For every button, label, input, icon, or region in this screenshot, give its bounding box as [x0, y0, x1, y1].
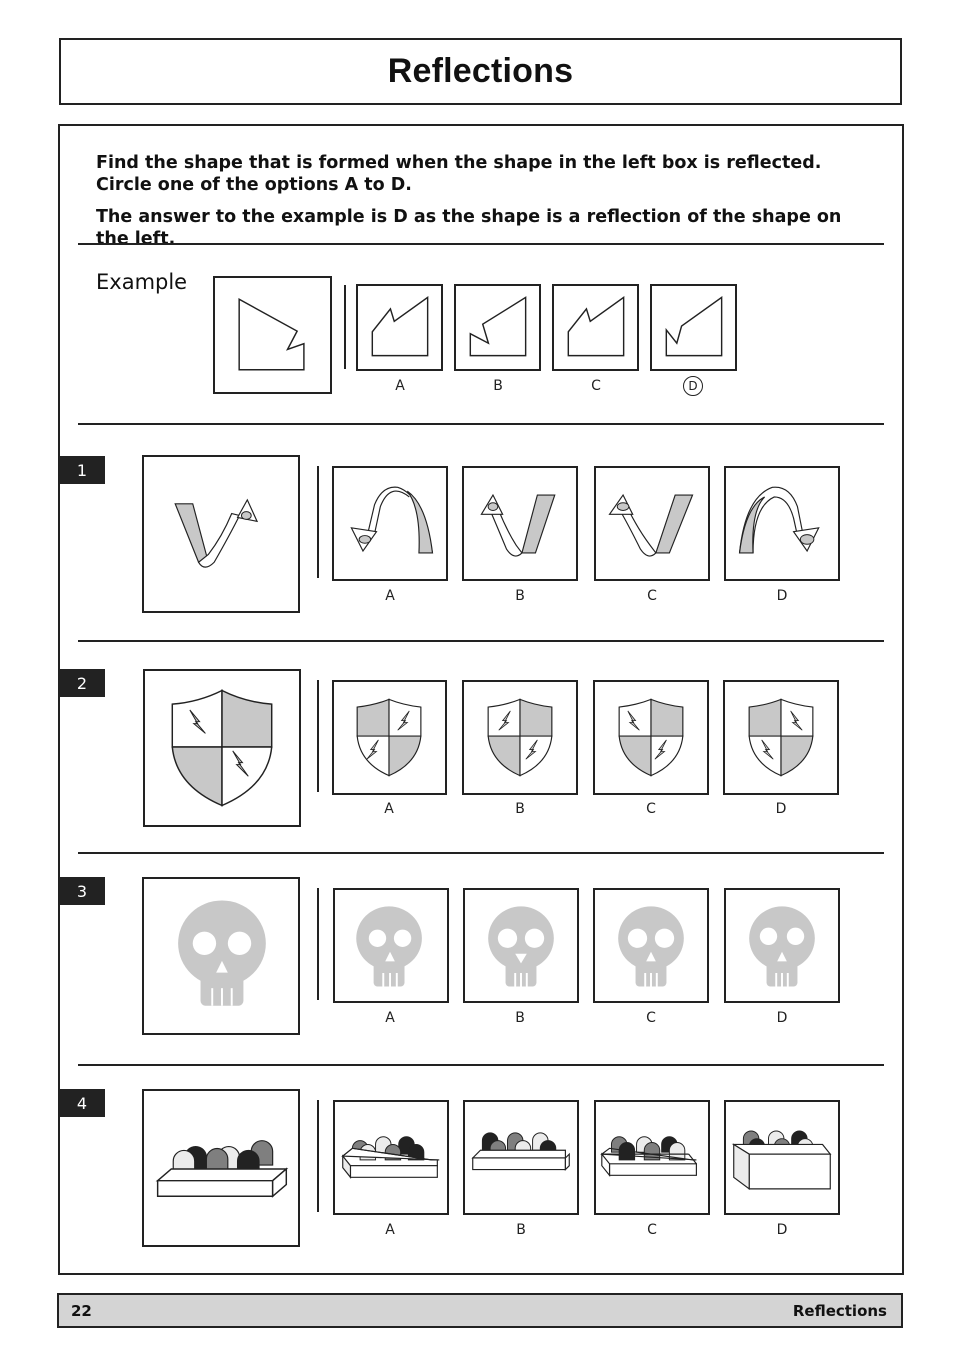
q3-option-c[interactable]: [593, 888, 709, 1003]
q2-label-b: B: [515, 801, 525, 817]
q4-option-d[interactable]: [724, 1100, 840, 1215]
q3-option-b[interactable]: [463, 888, 579, 1003]
separator-line: [317, 680, 319, 792]
q2-option-c[interactable]: [593, 680, 709, 795]
example-option-d[interactable]: [650, 284, 737, 371]
q2-option-d[interactable]: [723, 680, 839, 795]
instruction-text: Find the shape that is formed when the shape in the left box is reflected. Circle one of the options A to D.: [96, 153, 822, 195]
q3-label-b: B: [515, 1010, 525, 1026]
q2-question-shape: [143, 669, 301, 827]
example-option-a[interactable]: [356, 284, 443, 371]
separator-line: [317, 888, 319, 1000]
q3-question-shape: [142, 877, 300, 1035]
page-title: Reflections: [387, 52, 574, 90]
q3-label-c: C: [646, 1010, 656, 1026]
q4-question-shape: [142, 1089, 300, 1247]
example-option-c[interactable]: [552, 284, 639, 371]
q4-label-d: D: [776, 1222, 788, 1238]
page-number: 22: [71, 1302, 92, 1320]
q1-question-shape: [142, 455, 300, 613]
q2-label-d: D: [775, 801, 787, 817]
divider: [78, 243, 884, 245]
separator-line: [344, 285, 346, 369]
q4-label-b: B: [516, 1222, 526, 1238]
separator-line: [317, 466, 319, 578]
divider: [78, 423, 884, 425]
q2-option-a[interactable]: [332, 680, 447, 795]
q1-option-a[interactable]: [332, 466, 448, 581]
divider: [78, 852, 884, 854]
q1-label-a: A: [385, 588, 395, 604]
q4-option-b[interactable]: [463, 1100, 579, 1215]
example-question-shape: [213, 276, 332, 394]
q2-option-b[interactable]: [462, 680, 578, 795]
divider: [78, 640, 884, 642]
q2-label-a: A: [384, 801, 394, 817]
question-number-4: 4: [59, 1089, 105, 1117]
example-label-b: B: [493, 378, 503, 394]
q3-label-a: A: [385, 1010, 395, 1026]
example-option-b[interactable]: [454, 284, 541, 371]
q1-option-d[interactable]: [724, 466, 840, 581]
q1-label-d: D: [776, 588, 788, 604]
q4-label-a: A: [385, 1222, 395, 1238]
divider: [78, 1064, 884, 1066]
q4-option-a[interactable]: [333, 1100, 449, 1215]
example-answer-circle: [673, 376, 713, 396]
question-number-3: 3: [59, 877, 105, 905]
q1-option-c[interactable]: [594, 466, 710, 581]
q4-label-c: C: [647, 1222, 657, 1238]
footer-section-title: Reflections: [792, 1302, 887, 1320]
example-label: Example: [96, 270, 188, 294]
q2-label-c: C: [646, 801, 656, 817]
footer-bar: [57, 1293, 903, 1328]
q3-option-a[interactable]: [333, 888, 449, 1003]
question-number-1: 1: [59, 456, 105, 484]
title-box: [59, 38, 902, 105]
example-label-d: D: [683, 376, 703, 396]
question-number-2: 2: [59, 669, 105, 697]
separator-line: [317, 1100, 319, 1212]
q3-option-d[interactable]: [724, 888, 840, 1003]
q1-option-b[interactable]: [462, 466, 578, 581]
q1-label-c: C: [647, 588, 657, 604]
example-label-c: C: [591, 378, 601, 394]
q3-label-d: D: [776, 1010, 788, 1026]
example-label-a: A: [395, 378, 405, 394]
example-explanation: The answer to the example is D as the shape is a reflection of the shape on the left.: [96, 207, 842, 249]
q1-label-b: B: [515, 588, 525, 604]
q4-option-c[interactable]: [594, 1100, 710, 1215]
